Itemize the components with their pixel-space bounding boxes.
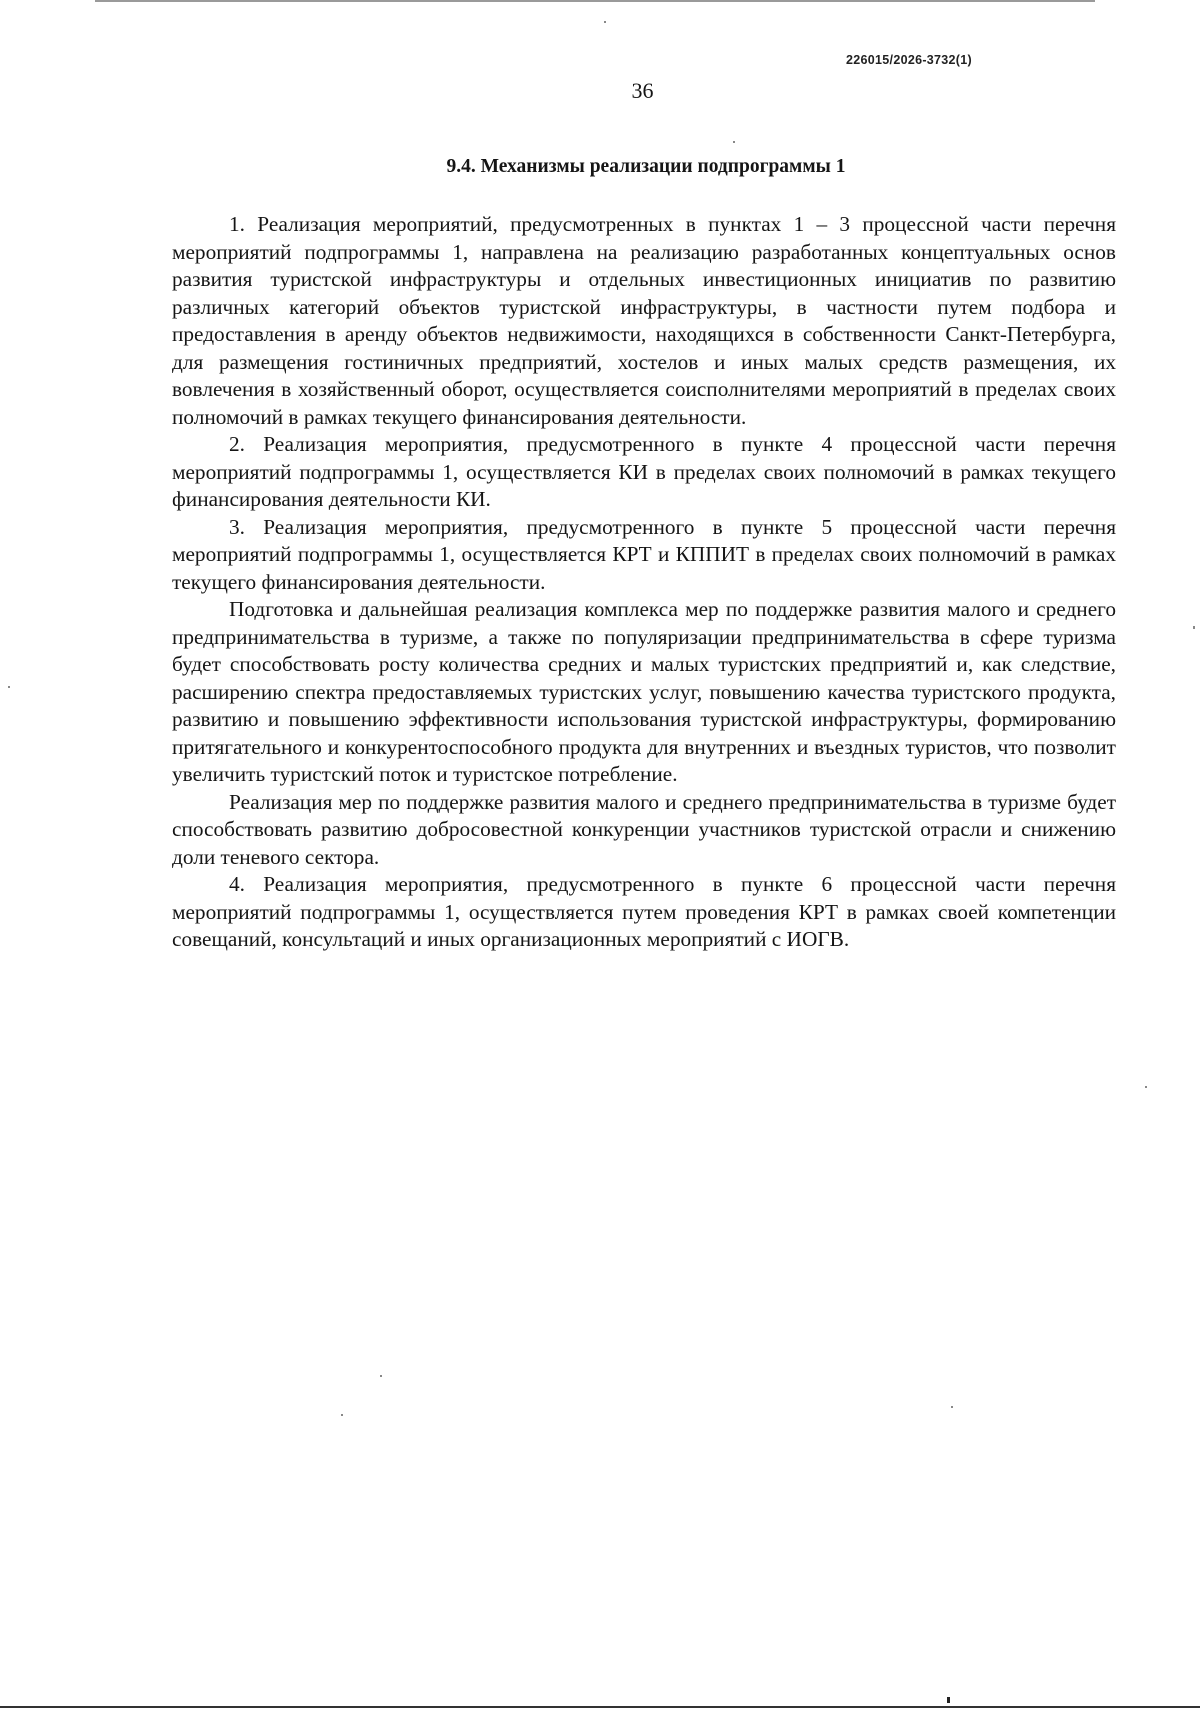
section-title: 9.4. Механизмы реализации подпрограммы 1	[446, 156, 846, 177]
scan-edge-bottom	[0, 1706, 1200, 1708]
paragraph-item-3: 3. Реализация мероприятия, предусмотренного в пункте 5 процессной части перечня мероприятий подпрограммы 1, осуществляется КРТ и КППИТ в пределах своих полномочий в рамках текущего финансирования деятельности.	[172, 514, 1116, 594]
paragraph-competition: Реализация мер по поддержке развития малого и среднего предпринимательства в туризме будет способствовать развитию добросовестной конкуренции участников туристской отрасли и снижению доли теневого сектора.	[172, 789, 1116, 869]
scan-speck	[733, 141, 735, 143]
scan-speck	[604, 21, 606, 23]
paragraph-support-measures: Подготовка и дальнейшая реализация комплекса мер по поддержке развития малого и среднего предпринимательства в туризме, а также по популяризации предпринимательства в сфере туризма будет способствовать росту количества средних и малых туристских предприятий и, как следствие, расширению спектра предоставляемых туристских услуг, повышению качества туристского продукта, развитию и повышению эффективности использования туристской инфраструктуры, формированию притягательного и конкурентоспособного продукта для внутренних и въездных туристов, что позволит увеличить туристский поток и туристское потребление.	[172, 597, 1116, 786]
page-number: 36	[631, 78, 654, 103]
scan-speck	[8, 686, 10, 688]
paragraph-item-4: 4. Реализация мероприятия, предусмотренного в пункте 6 процессной части перечня мероприятий подпрограммы 1, осуществляется путем проведения КРТ в рамках своей компетенции совещаний, консультаций и иных организационных мероприятий с ИОГВ.	[172, 872, 1116, 951]
scan-speck	[1145, 1086, 1147, 1088]
document-body	[172, 211, 1116, 954]
scan-speck	[947, 1697, 950, 1703]
document-id: 226015/2026-3732(1)	[846, 53, 972, 67]
paragraph-item-1: 1. Реализация мероприятий, предусмотренных в пунктах 1 – 3 процессной части перечня мероприятий подпрограммы 1, направлена на реализацию разработанных концептуальных основ развития туристской инфраструктуры и отдельных инвестиционных инициатив по развитию различных категорий объектов туристской инфраструктуры, в частности путем подбора и предоставления в аренду объектов недвижимости, находящихся в собственности Санкт-Петербурга, для размещения гостиничных предприятий, хостелов и иных малых средств размещения, их вовлечения в хозяйственный оборот, осуществляется соисполнителями мероприятий в пределах своих полномочий в рамках текущего финансирования деятельности.	[172, 212, 1116, 429]
scan-speck	[951, 1406, 953, 1408]
scan-edge-top	[95, 0, 1095, 2]
scan-speck	[380, 1375, 382, 1377]
paragraph-item-2: 2. Реализация мероприятия, предусмотренного в пункте 4 процессной части перечня мероприятий подпрограммы 1, осуществляется КИ в пределах своих полномочий в рамках текущего финансирования деятельности КИ.	[172, 432, 1116, 511]
scan-speck	[1193, 626, 1195, 629]
scan-speck	[341, 1414, 343, 1416]
